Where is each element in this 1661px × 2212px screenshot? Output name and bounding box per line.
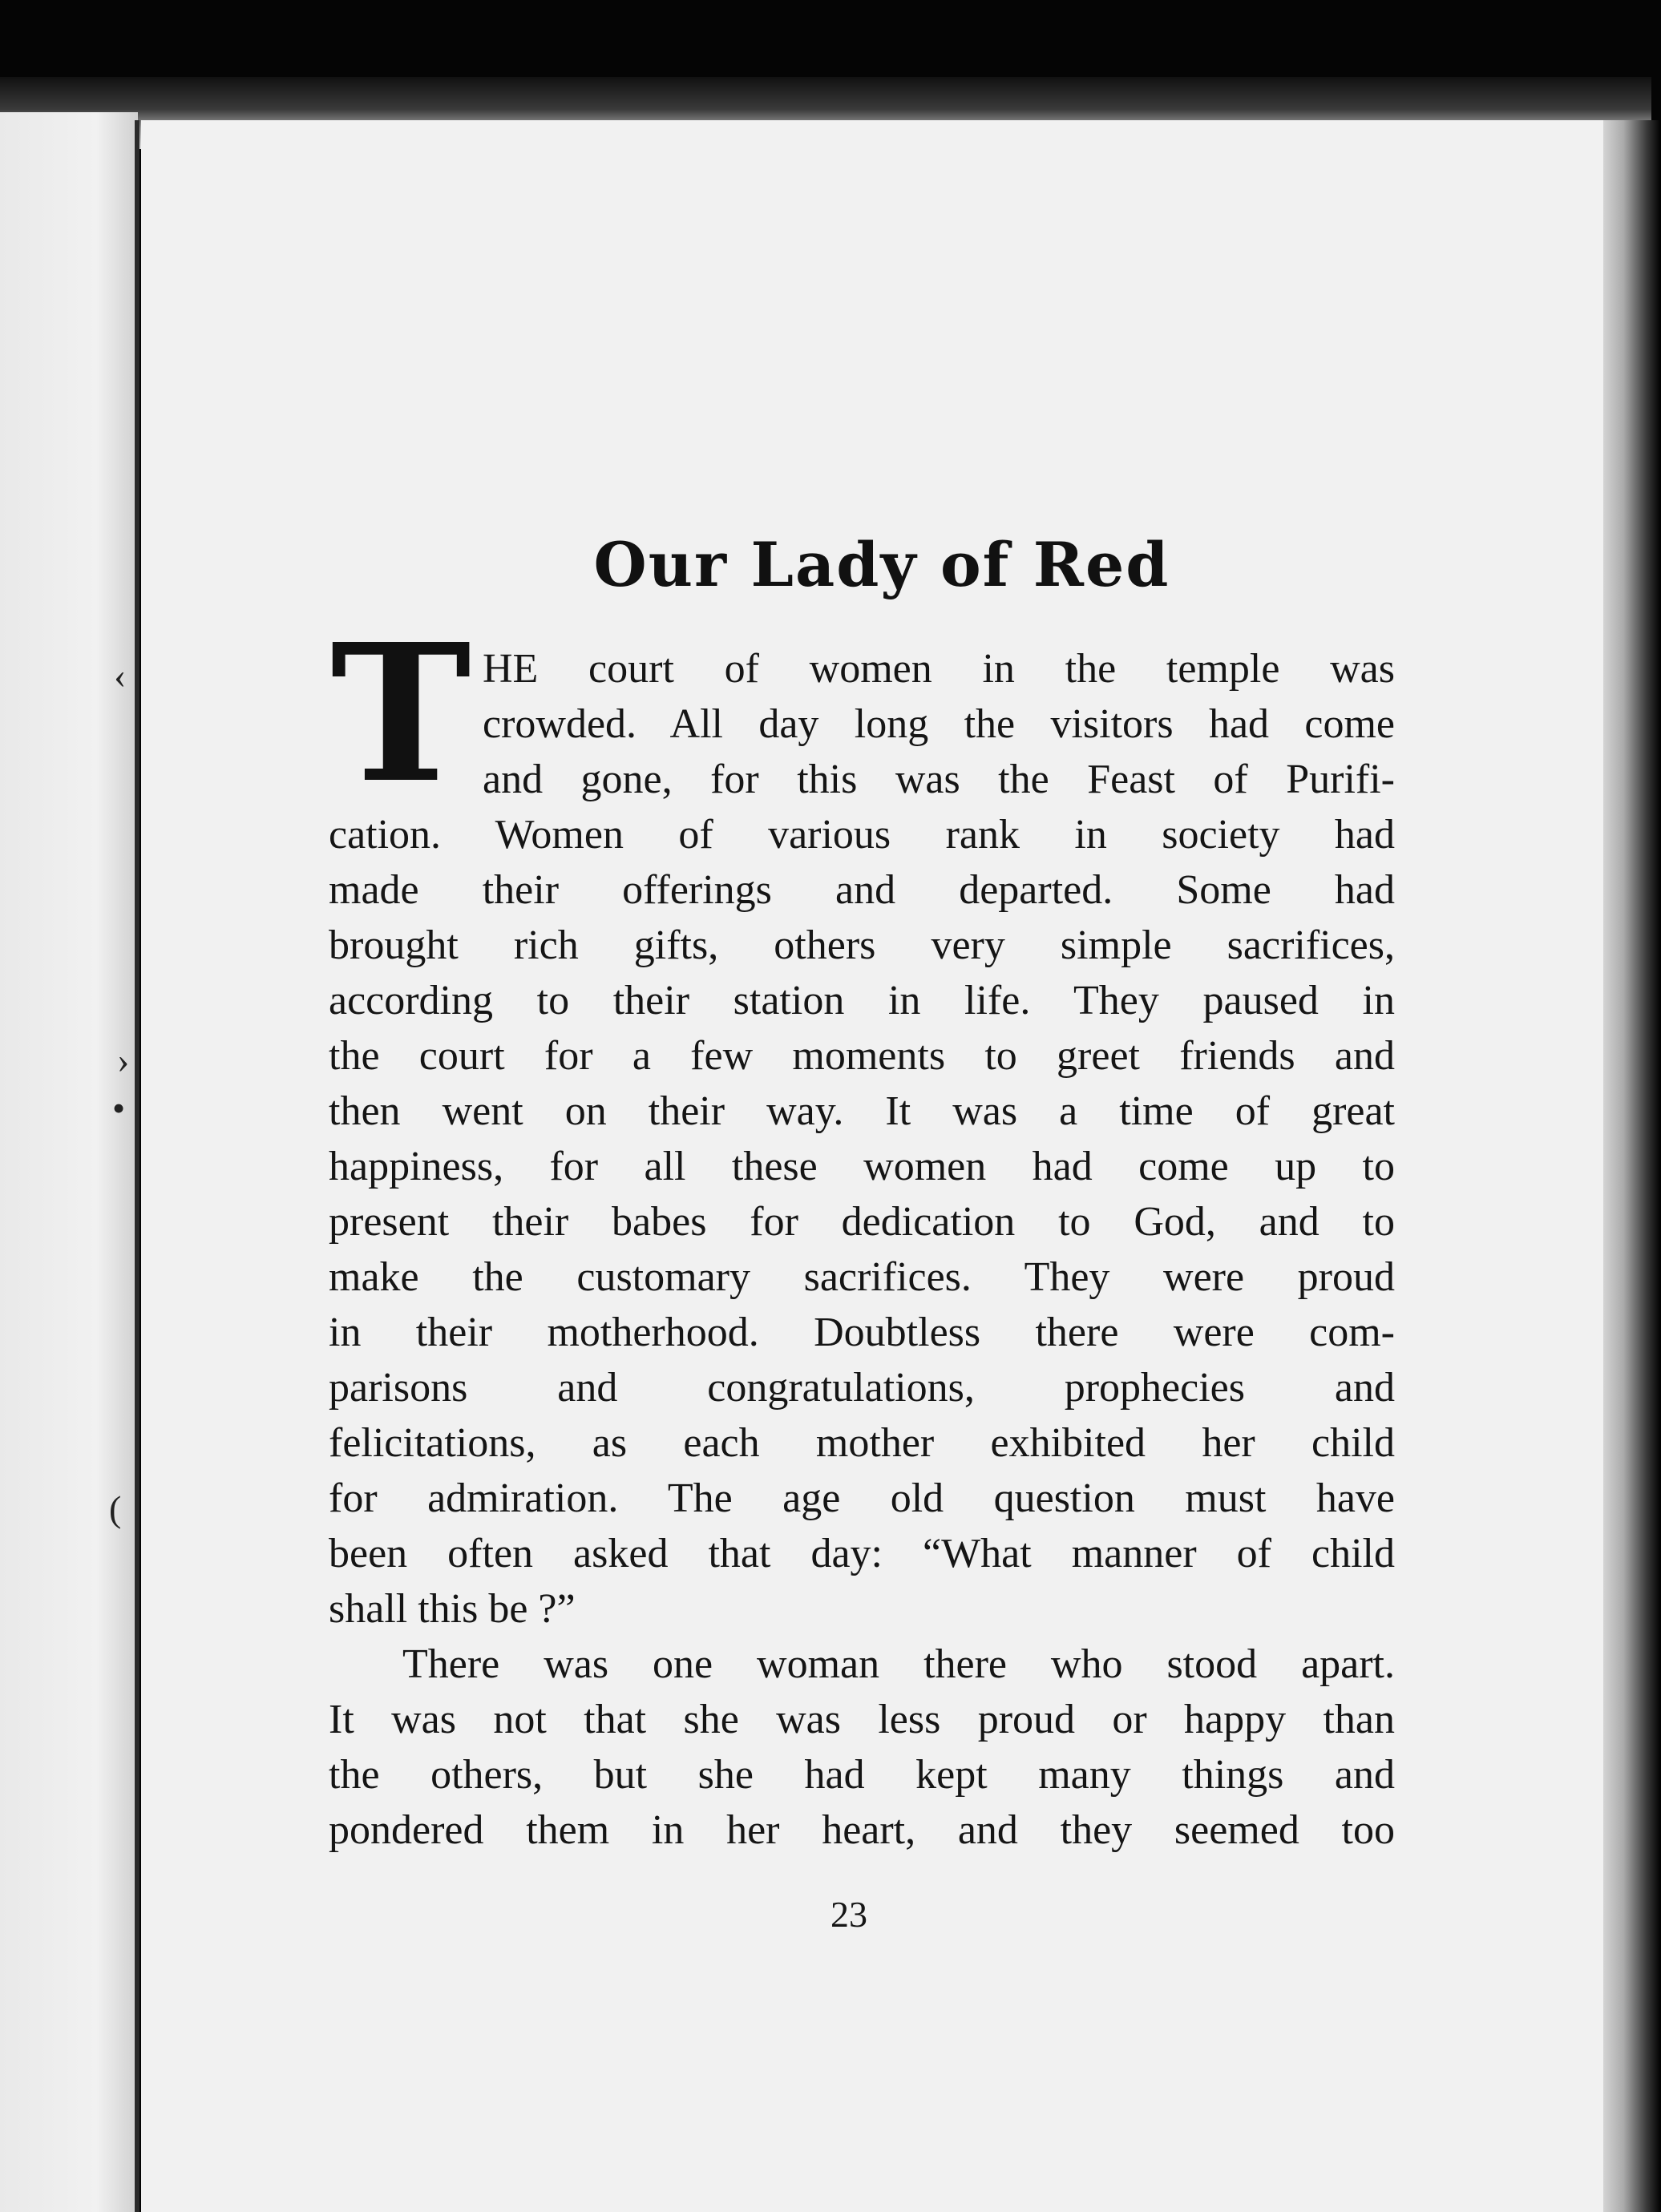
page-number: 23 (830, 1894, 867, 1935)
text-line: shall this be ?” (329, 1586, 576, 1632)
margin-mark: • (112, 1088, 126, 1128)
text-line: present their babes for dedication to God, and to (329, 1199, 1395, 1245)
drop-cap: T (330, 602, 471, 825)
text-line: cation. Women of various rank in society had (329, 812, 1395, 858)
text-line: in their motherhood. Doubtless there were com- (329, 1310, 1395, 1355)
body-text (329, 602, 1395, 1858)
text-line: according to their station in life. They paused in (329, 978, 1395, 1023)
margin-mark: ‹ (114, 655, 127, 696)
text-line: the court for a few moments to greet friends and (329, 1033, 1395, 1079)
text-line: pondered them in her heart, and they seemed too (329, 1807, 1395, 1853)
text-line: been often asked that day: “What manner of child (329, 1531, 1395, 1576)
text-line: made their offerings and departed. Some had (329, 867, 1395, 913)
text-line: for admiration. The age old question must have (329, 1475, 1395, 1521)
text-line: There was one woman there who stood apart. (402, 1641, 1395, 1687)
margin-mark: ( (109, 1488, 122, 1529)
text-line: make the customary sacrifices. They were proud (329, 1254, 1395, 1300)
text-line: It was not that she was less proud or happy than (329, 1697, 1395, 1742)
text-line: happiness, for all these women had come up to (329, 1144, 1395, 1189)
text-line: then went on their way. It was a time of great (329, 1088, 1395, 1134)
text-line: brought rich gifts, others very simple sacrifices, (329, 922, 1395, 968)
left-page-edge (0, 112, 138, 2212)
text-line: and gone, for this was the Feast of Purifi- (483, 757, 1395, 802)
text-line: felicitations, as each mother exhibited her child (329, 1420, 1395, 1466)
margin-mark: › (117, 1039, 130, 1080)
text-line: parisons and congratulations, prophecies and (329, 1365, 1395, 1411)
chapter-title: Our Lady of Red (593, 529, 1170, 600)
text-line: HE court of women in the temple was (483, 646, 1395, 692)
book-right-edge (1603, 120, 1661, 2212)
text-line: the others, but she had kept many things and (329, 1752, 1395, 1798)
text-line: crowded. All day long the visitors had come (483, 701, 1395, 747)
book-gutter (135, 120, 139, 2212)
